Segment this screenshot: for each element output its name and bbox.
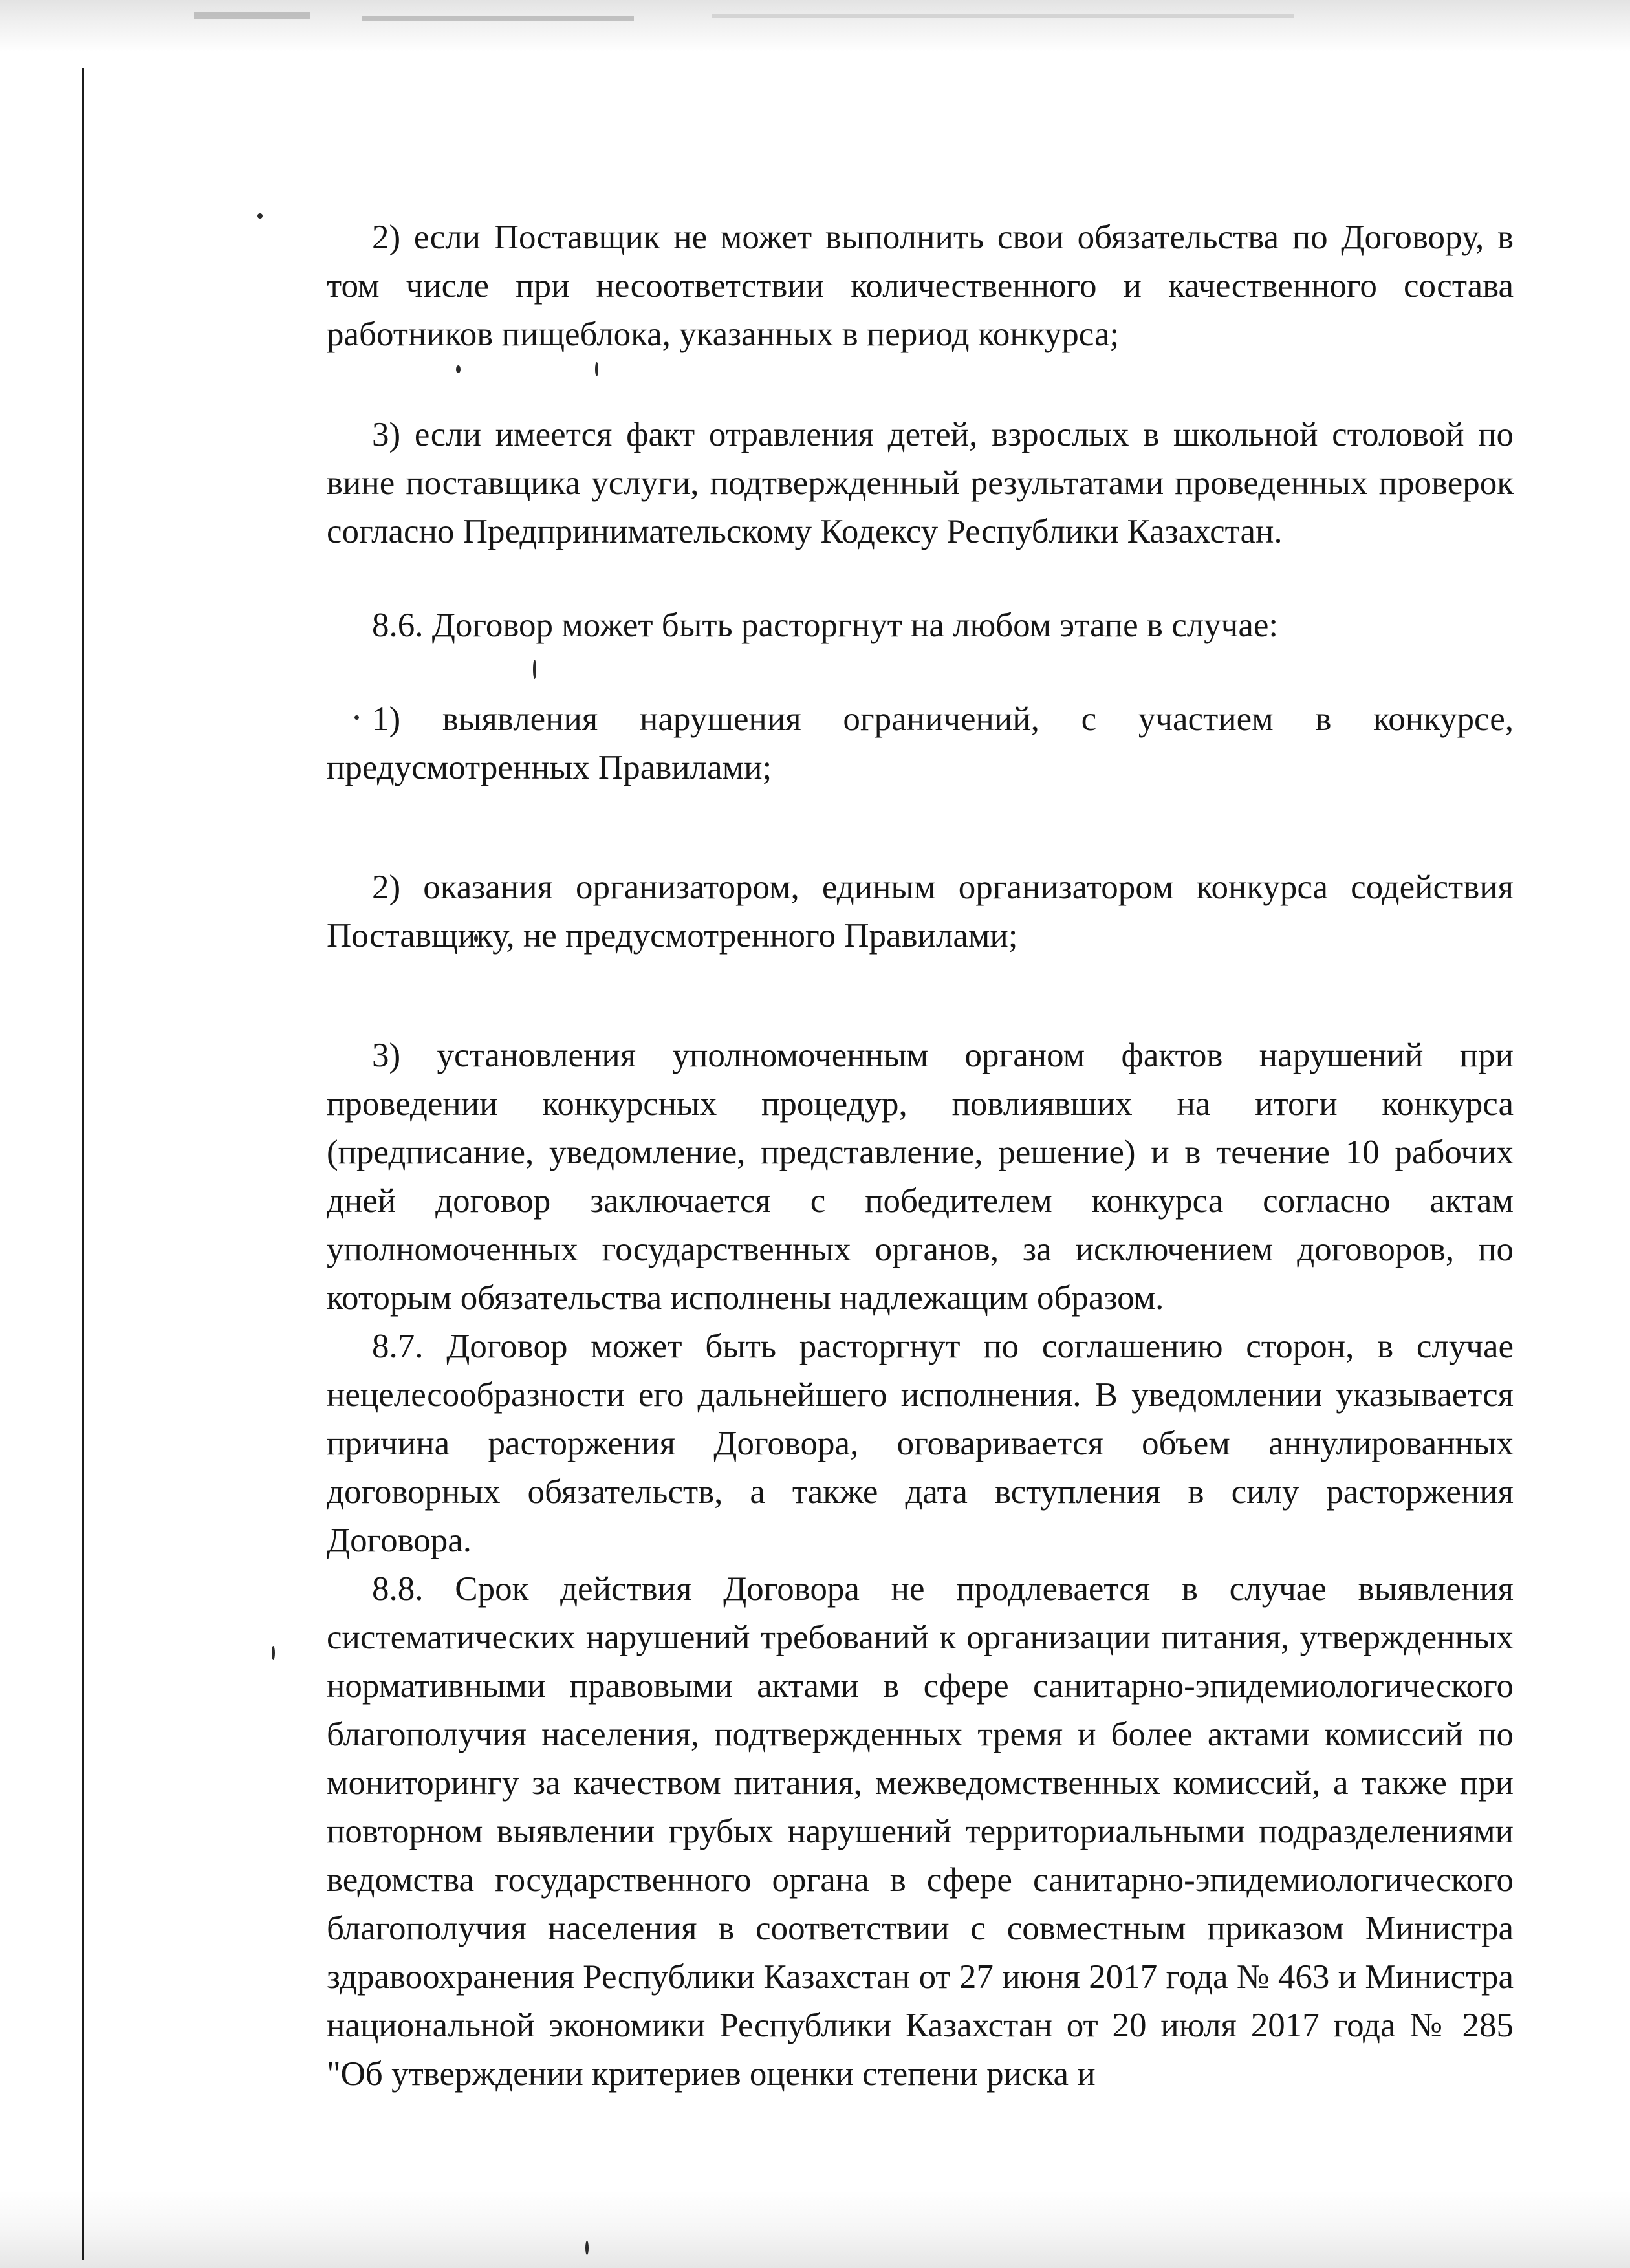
- clause-8-5-item-3: 3) если имеется факт отравления детей, взрослых в школьной столовой по вине поставщика услуги, подтвержденный результатами проведенных проверок согласно Предпринимательскому Кодексу Республики Казахстан.: [327, 416, 1514, 550]
- scan-noise: [272, 1646, 275, 1660]
- scan-top-shadow: [0, 0, 1630, 52]
- left-margin-rule: [82, 68, 84, 2260]
- scan-speck: [194, 12, 310, 19]
- clause-8-6-item-1: 1) выявления нарушения ограничений, с участием в конкурсе, предусмотренных Правилами;: [327, 700, 1514, 786]
- scan-speck: [712, 14, 1294, 18]
- clause-8-7: 8.7. Договор может быть расторгнут по соглашению сторон, в случае нецелесообразности его дальнейшего исполнения. В уведомлении указывается причина расторжения Договора, оговаривается объем аннулированных договорных обязательств, а также дата вступления в силу расторжения Договора.: [327, 1328, 1514, 1559]
- document-body: [327, 213, 1514, 2099]
- scan-noise: [257, 213, 263, 219]
- clause-8-6-item-2: 2) оказания организатором, единым организатором конкурса содействия Поставщику, не предусмотренного Правилами;: [327, 869, 1514, 955]
- clause-8-6-item-3: 3) установления уполномоченным органом фактов нарушений при проведении конкурсных процедур, повлиявших на итоги конкурса (предписание, уведомление, представление, решение) и в течение 10 рабочих дней договор заключается с победителем конкурса согласно актам уполномоченных государственных органов, за исключением договоров, по которым обязательства исполнены надлежащим образом.: [327, 1037, 1514, 1317]
- scan-bottom-shadow: [0, 2190, 1630, 2268]
- scan-noise: [585, 2241, 589, 2255]
- clause-8-8: 8.8. Срок действия Договора не продлевается в случае выявления систематических нарушений требований к организации питания, утвержденных нормативными правовыми актами в сфере санитарно-эпидемиологического благополучия населения, подтвержденных тремя и более актами комиссий по мониторингу за качеством питания, межведомственных комиссий, а также при повторном выявлении грубых нарушений территориальными подразделениями ведомства государственного органа в сфере санитарно-эпидемиологического благополучия населения в соответствии с совместным приказом Министра здравоохранения Республики Казахстан от 27 июня 2017 года № 463 и Министра национальной экономики Республики Казахстан от 20 июля 2017 года № 285 "Об утверждении критериев оценки степени риска и: [327, 1570, 1514, 2093]
- clause-8-5-item-2: 2) если Поставщик не может выполнить свои обязательства по Договору, в том числе при несоответствии количественного и качественного состава работников пищеблока, указанных в период конкурса;: [327, 219, 1514, 353]
- scan-speck: [362, 16, 634, 21]
- clause-8-6-heading: 8.6. Договор может быть расторгнут на любом этапе в случае:: [372, 607, 1279, 644]
